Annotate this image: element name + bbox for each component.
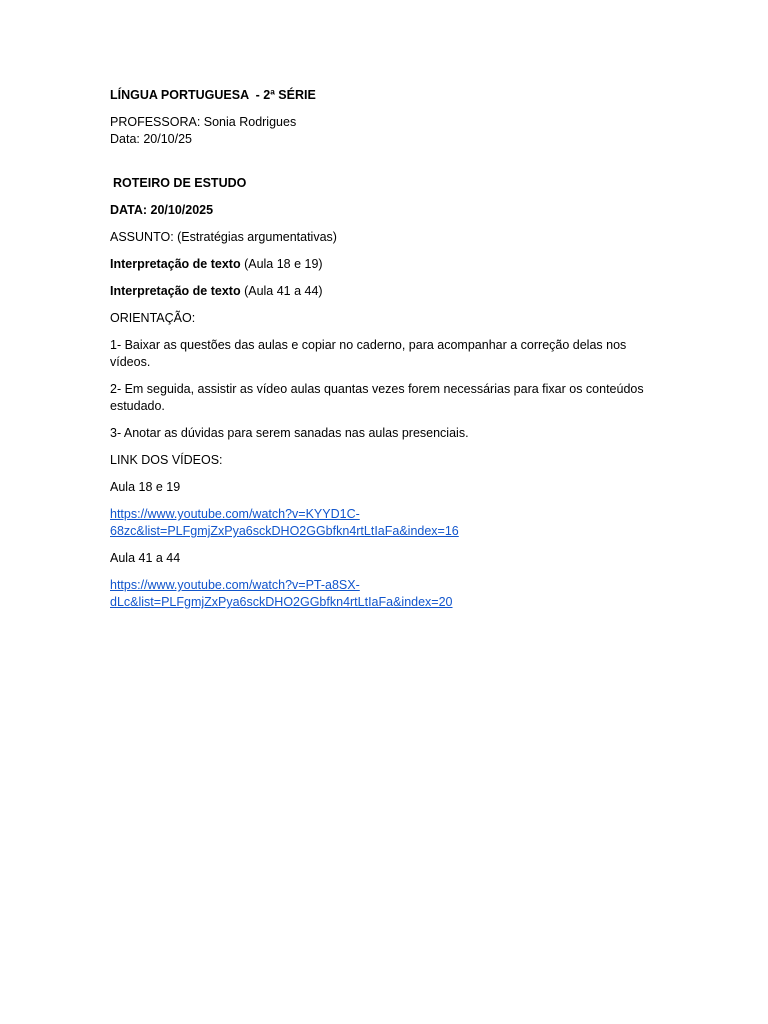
video-link-anchor[interactable] — [110, 507, 459, 538]
date-bold: DATA: 20/10/2025 — [110, 203, 214, 217]
video-link[interactable] — [110, 506, 670, 540]
topic-line — [110, 283, 670, 300]
topic-bold: Interpretação de texto — [110, 257, 241, 271]
topic-line — [110, 256, 670, 273]
video-label: Aula 18 e 19 — [110, 480, 181, 494]
step-item: 1- Baixar as questões das aulas e copiar no caderno, para acompanhar a correção delas nos vídeos. — [110, 338, 627, 369]
video-url-line[interactable]: dLc&list=PLFgmjZxPya6sckDHO2GGbfkn4rtLtIaFa&index=20 — [110, 595, 453, 609]
study-heading — [110, 175, 670, 192]
video-link[interactable] — [110, 577, 670, 611]
subject-title: LÍNGUA PORTUGUESA - 2ª SÉRIE — [110, 88, 316, 102]
video-link-anchor[interactable] — [110, 578, 453, 609]
video-url-line[interactable]: https://www.youtube.com/watch?v=KYYD1C- — [110, 507, 360, 521]
topic-rest: (Aula 41 a 44) — [240, 284, 323, 298]
assunto-line: ASSUNTO: (Estratégias argumentativas) — [110, 230, 337, 244]
links-label: LINK DOS VÍDEOS: — [110, 453, 223, 467]
video-url-line[interactable]: 68zc&list=PLFgmjZxPya6sckDHO2GGbfkn4rtLtIaFa&index=16 — [110, 524, 459, 538]
step-item: 2- Em seguida, assistir as vídeo aulas quantas vezes forem necessárias para fixar os conteúdos estudado. — [110, 382, 644, 413]
orientation-label: ORIENTAÇÃO: — [110, 311, 196, 325]
topic-rest: (Aula 18 e 19) — [240, 257, 323, 271]
document-body — [110, 87, 670, 611]
video-label: Aula 41 a 44 — [110, 551, 181, 565]
date-line: Data: 20/10/25 — [110, 132, 193, 146]
video-url-line[interactable]: https://www.youtube.com/watch?v=PT-a8SX- — [110, 578, 360, 592]
step-item: 3- Anotar as dúvidas para serem sanadas nas aulas presenciais. — [110, 426, 469, 440]
teacher-name: PROFESSORA: Sonia Rodrigues — [110, 115, 297, 129]
study-heading-text: ROTEIRO DE ESTUDO — [113, 176, 247, 190]
topic-bold: Interpretação de texto — [110, 284, 241, 298]
